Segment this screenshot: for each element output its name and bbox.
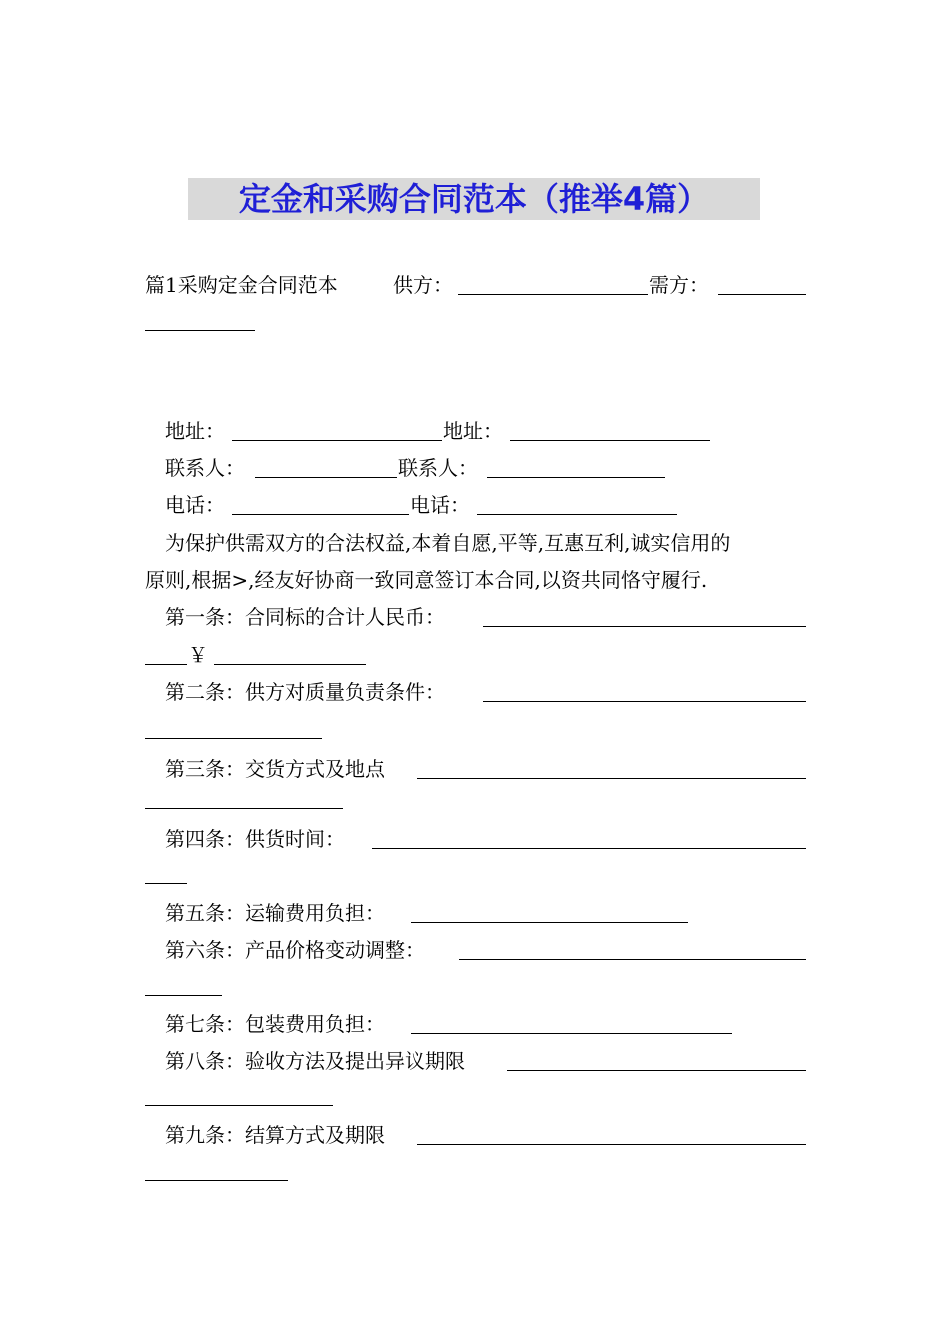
address-label-supplier: 地址： bbox=[165, 419, 225, 443]
contact-label-supplier: 联系人： bbox=[165, 456, 245, 480]
clause-4-blank-continued[interactable] bbox=[145, 883, 187, 884]
title-highlight bbox=[188, 178, 760, 220]
clause-3-blank[interactable] bbox=[417, 778, 806, 779]
clause-8-blank[interactable] bbox=[507, 1070, 806, 1071]
clause-6-label: 第六条：产品价格变动调整： bbox=[165, 938, 425, 962]
clause-9-label: 第九条：结算方式及期限 bbox=[165, 1123, 385, 1147]
contact-blank-buyer[interactable] bbox=[487, 477, 665, 478]
clause-1-label: 第一条：合同标的合计人民币： bbox=[165, 605, 445, 629]
clause-6-blank[interactable] bbox=[459, 959, 806, 960]
clause-7-label: 第七条：包装费用负担： bbox=[165, 1012, 385, 1036]
supplier-label: 供方： bbox=[393, 273, 453, 297]
clause-2-label: 第二条：供方对质量负责条件： bbox=[165, 680, 445, 704]
preamble-line-2: 原则,根据>,经友好协商一致同意签订本合同,以资共同恪守履行. bbox=[145, 568, 708, 592]
address-blank-buyer[interactable] bbox=[510, 440, 710, 441]
clause-8-blank-continued[interactable] bbox=[145, 1105, 333, 1106]
clause-1-blank-continued[interactable] bbox=[145, 664, 187, 665]
clause-6-blank-continued[interactable] bbox=[145, 995, 222, 996]
clause-1-amount-blank[interactable] bbox=[214, 664, 366, 665]
clause-9-blank-continued[interactable] bbox=[145, 1180, 288, 1181]
buyer-blank-continued[interactable] bbox=[145, 330, 255, 331]
header-prefix: 篇1采购定金合同范本 bbox=[145, 273, 338, 297]
clause-3-label: 第三条：交货方式及地点 bbox=[165, 757, 385, 781]
clause-5-label: 第五条：运输费用负担： bbox=[165, 901, 385, 925]
phone-blank-supplier[interactable] bbox=[232, 514, 409, 515]
clause-9-blank[interactable] bbox=[417, 1144, 806, 1145]
preamble-line-1: 为保护供需双方的合法权益,本着自愿,平等,互惠互利,诚实信用的 bbox=[165, 531, 731, 555]
clause-2-blank-continued[interactable] bbox=[145, 738, 322, 739]
clause-1-blank[interactable] bbox=[483, 626, 806, 627]
clause-7-blank[interactable] bbox=[411, 1033, 732, 1034]
document-title: 定金和采购合同范本（推举4篇） bbox=[238, 180, 710, 218]
supplier-blank[interactable] bbox=[458, 294, 648, 295]
contact-blank-supplier[interactable] bbox=[255, 477, 397, 478]
clause-5-blank[interactable] bbox=[411, 922, 688, 923]
phone-label-supplier: 电话： bbox=[165, 493, 225, 517]
address-label-buyer: 地址： bbox=[443, 419, 503, 443]
yuan-symbol: ￥ bbox=[188, 643, 208, 667]
clause-2-blank[interactable] bbox=[483, 701, 806, 702]
clause-8-label: 第八条：验收方法及提出异议期限 bbox=[165, 1049, 465, 1073]
phone-blank-buyer[interactable] bbox=[477, 514, 677, 515]
contact-label-buyer: 联系人： bbox=[398, 456, 478, 480]
buyer-blank[interactable] bbox=[718, 294, 806, 295]
clause-3-blank-continued[interactable] bbox=[145, 808, 343, 809]
clause-4-label: 第四条：供货时间： bbox=[165, 827, 345, 851]
buyer-label: 需方： bbox=[649, 273, 709, 297]
clause-4-blank[interactable] bbox=[372, 848, 806, 849]
address-blank-supplier[interactable] bbox=[232, 440, 442, 441]
phone-label-buyer: 电话： bbox=[410, 493, 470, 517]
